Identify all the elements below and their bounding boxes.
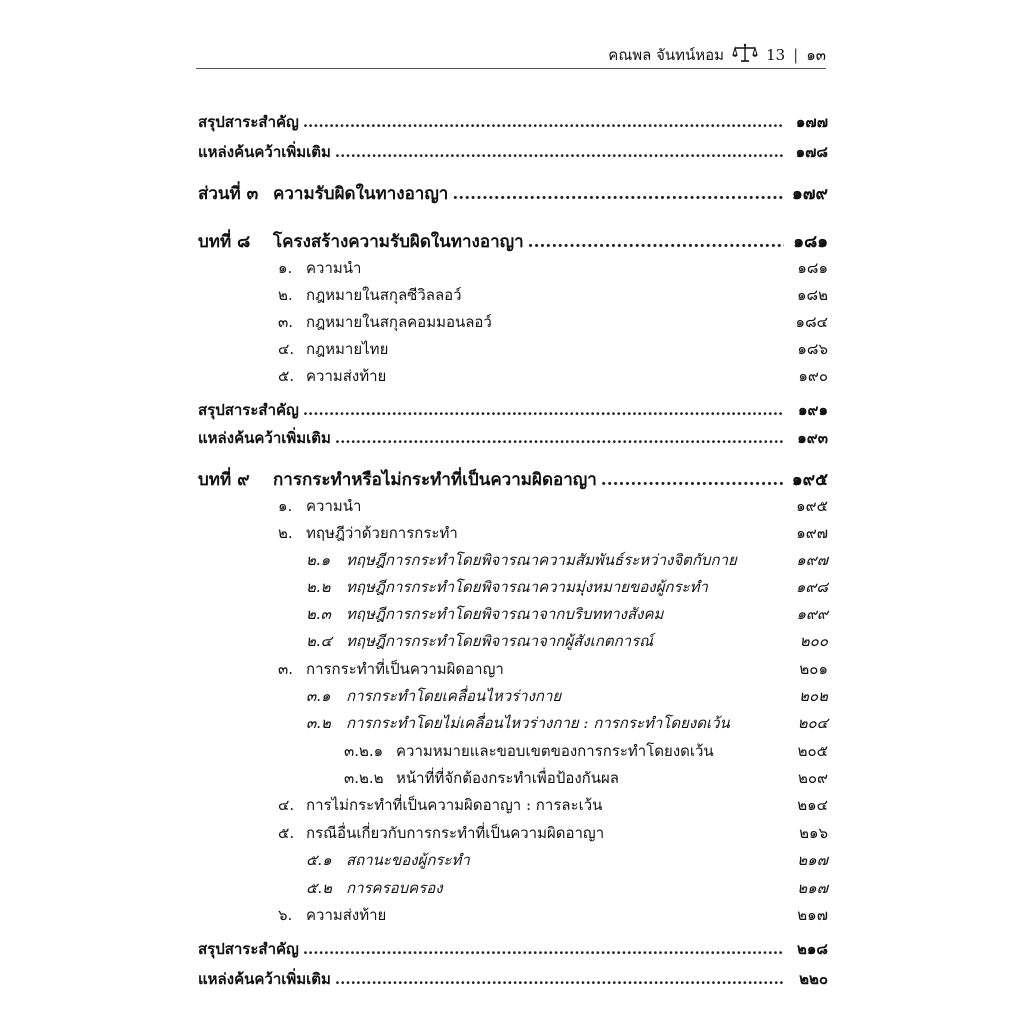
toc-entry-title: สรุปสาระสำคัญ xyxy=(198,940,299,958)
toc-entry-title: แหล่งค้นคว้าเพิ่มเติม xyxy=(198,429,331,447)
toc-entry-number: ๕. xyxy=(278,824,295,842)
toc-entry xyxy=(198,283,828,307)
header-rule xyxy=(196,68,826,69)
toc-entry-title: การกระทำที่เป็นความผิดอาญา xyxy=(306,660,504,678)
toc-entry-number: ๓.๒ xyxy=(306,714,331,732)
header-separator: | xyxy=(793,46,799,64)
toc-entry-number: ๒. xyxy=(278,286,293,304)
toc-entry-page: ๑๘๒ xyxy=(797,286,828,304)
toc-entry-page: ๒๑๗ xyxy=(797,879,828,897)
toc-entry-title: ความหมายและขอบเขตของการกระทำโดยงดเว้น xyxy=(396,742,714,760)
toc-entry-number: ๕.๒ xyxy=(306,879,333,897)
toc-entry-title: การกระทำหรือไม่กระทำที่เป็นความผิดอาญา xyxy=(273,470,597,490)
toc-entry xyxy=(198,140,828,164)
toc-entry-page: ๑๙๗ xyxy=(796,524,828,542)
toc-entry xyxy=(198,821,828,845)
dot-leader xyxy=(335,429,784,447)
toc-entry-number: ๔. xyxy=(278,340,295,358)
toc-entry xyxy=(198,766,828,790)
toc-entry-number: ๒.๓ xyxy=(306,605,331,623)
toc-entry-number: ๓.๒.๒ xyxy=(344,769,384,787)
toc-entry-title: การกระทำโดยเคลื่อนไหวร่างกาย xyxy=(346,687,562,705)
toc-entry-page: ๒๒๐ xyxy=(799,970,828,988)
toc-entry-title: กฎหมายในสกุลซีวิลลอว์ xyxy=(306,286,462,304)
toc-entry-title: การกระทำโดยไม่เคลื่อนไหวร่างกาย : การกระทำโดยงดเว้น xyxy=(346,714,730,732)
toc-entry-title: ความนำ xyxy=(306,497,362,515)
header-author: คณพล จันทน์หอม xyxy=(608,46,725,64)
toc-entry-number: ๕. xyxy=(278,367,295,385)
toc-entry xyxy=(198,937,828,961)
toc-entry xyxy=(198,793,828,817)
toc-entry-number: ๓. xyxy=(278,313,294,331)
toc-entry xyxy=(198,657,828,681)
toc-entry-title: สรุปสาระสำคัญ xyxy=(198,401,299,419)
toc-entry xyxy=(198,110,828,134)
toc-entry-number: บทที่ ๘ xyxy=(198,232,251,252)
toc-entry-number: ๒.๔ xyxy=(306,632,333,650)
toc-entry-page: ๒๐๒ xyxy=(799,687,828,705)
toc-entry xyxy=(198,575,828,599)
toc-entry xyxy=(198,337,828,361)
toc-entry-page: ๒๑๗ xyxy=(797,906,828,924)
dot-leader xyxy=(303,401,784,419)
dot-leader xyxy=(452,184,784,204)
toc-entry-title: ทฤษฎีว่าด้วยการกระทำ xyxy=(306,524,458,542)
toc-entry-page: ๑๙๕ xyxy=(796,497,828,515)
toc-entry-page: ๑๙๓ xyxy=(797,429,828,447)
toc-entry-page: ๑๙๗ xyxy=(796,551,828,569)
toc-entry-title: ทฤษฎีการกระทำโดยพิจารณาจากผู้สังเกตการณ์ xyxy=(346,632,654,650)
dot-leader xyxy=(303,113,784,131)
toc-entry-number: บทที่ ๙ xyxy=(198,470,250,490)
dot-leader xyxy=(528,232,784,252)
toc-entry-page: ๑๘๖ xyxy=(797,340,828,358)
toc-entry-page: ๑๙๘ xyxy=(795,578,828,596)
toc-entry-title: ความส่งท้าย xyxy=(306,367,387,385)
toc-entry-title: กฎหมายในสกุลคอมมอนลอว์ xyxy=(306,313,492,331)
toc-entry-title: สถานะของผู้กระทำ xyxy=(346,851,470,869)
toc-entry-page: ๑๗๘ xyxy=(795,143,828,161)
dot-leader xyxy=(303,940,784,958)
toc-entry-title: ทฤษฎีการกระทำโดยพิจารณาความมุ่งหมายของผู้กระทำ xyxy=(346,578,708,596)
toc-entry-number: ๕.๑ xyxy=(306,851,332,869)
toc-entry-title: แหล่งค้นคว้าเพิ่มเติม xyxy=(198,970,331,988)
toc-entry xyxy=(198,228,828,252)
toc-entry-number: ๓. xyxy=(278,660,294,678)
dot-leader xyxy=(601,470,784,490)
toc-entry-page: ๑๙๕ xyxy=(791,470,828,490)
toc-entry xyxy=(198,876,828,900)
toc-entry-page: ๑๗๗ xyxy=(795,113,828,131)
toc-entry-page: ๒๐๑ xyxy=(799,660,828,678)
toc-entry-title: การไม่กระทำที่เป็นความผิดอาญา : การละเว้น xyxy=(306,796,603,814)
toc-entry-page: ๑๘๑ xyxy=(793,232,828,252)
toc-entry xyxy=(198,398,828,422)
toc-entry-title: สรุปสาระสำคัญ xyxy=(198,113,299,131)
dot-leader xyxy=(335,143,784,161)
toc-entry xyxy=(198,256,828,280)
toc-entry-title: ทฤษฎีการกระทำโดยพิจารณาจากบริบททางสังคม xyxy=(346,605,664,623)
toc-entry-title: กฎหมายไทย xyxy=(306,340,389,358)
toc-entry xyxy=(198,711,828,735)
toc-entry xyxy=(198,602,828,626)
toc-entry-title: หน้าที่ที่จักต้องกระทำเพื่อป้องกันผล xyxy=(396,769,619,787)
scales-of-justice-icon xyxy=(732,43,758,67)
running-header xyxy=(196,44,826,66)
header-page-arabic: 13 xyxy=(766,46,786,64)
toc-entry xyxy=(198,521,828,545)
toc-entry-number: ๑. xyxy=(278,497,293,515)
toc-entry xyxy=(198,466,828,490)
toc-entry-title: แหล่งค้นคว้าเพิ่มเติม xyxy=(198,143,331,161)
toc-entry-title: ความส่งท้าย xyxy=(306,906,387,924)
toc-entry-page: ๒๑๘ xyxy=(797,940,828,958)
toc-entry-page: ๒๐๙ xyxy=(797,769,828,787)
toc-entry-number: ๒. xyxy=(278,524,293,542)
toc-entry-page: ๑๙๐ xyxy=(798,367,828,385)
toc-entry xyxy=(198,310,828,334)
toc-entry-title: ความรับผิดในทางอาญา xyxy=(273,184,449,204)
toc-entry-title: โครงสร้างความรับผิดในทางอาญา xyxy=(273,232,524,252)
dot-leader xyxy=(335,970,784,988)
toc-entry xyxy=(198,494,828,518)
toc-entry xyxy=(198,629,828,653)
toc-entry xyxy=(198,684,828,708)
toc-entry-page: ๑๘๑ xyxy=(797,259,828,277)
toc-entry-page: ๒๑๔ xyxy=(797,796,828,814)
toc-entry-number: ๒.๒ xyxy=(306,578,331,596)
toc-entry-page: ๑๙๙ xyxy=(796,605,828,623)
toc-entry-page: ๑๘๔ xyxy=(795,313,828,331)
toc-entry-page: ๒๐๔ xyxy=(797,714,828,732)
toc-entry-page: ๒๑๗ xyxy=(797,851,828,869)
toc-entry-title: การครอบครอง xyxy=(346,879,443,897)
toc-entry-number: ส่วนที่ ๓ xyxy=(198,184,259,204)
toc-entry xyxy=(198,903,828,927)
toc-entry-title: ทฤษฎีการกระทำโดยพิจารณาความสัมพันธ์ระหว่างจิตกับกาย xyxy=(346,551,737,569)
toc-entry xyxy=(198,548,828,572)
toc-entry-number: ๔. xyxy=(278,796,295,814)
toc-entry-number: ๖. xyxy=(278,906,293,924)
toc-entry xyxy=(198,364,828,388)
toc-entry-page: ๒๐๐ xyxy=(799,632,828,650)
toc-entry-number: ๒.๑ xyxy=(306,551,331,569)
toc-entry xyxy=(198,180,828,204)
toc-entry-title: ความนำ xyxy=(306,259,362,277)
toc-entry-page: ๒๑๖ xyxy=(799,824,828,842)
toc-entry-title: กรณีอื่นเกี่ยวกับการกระทำที่เป็นความผิดอาญา xyxy=(306,824,605,842)
toc-entry-page: ๒๐๕ xyxy=(797,742,828,760)
toc-entry xyxy=(198,848,828,872)
toc-entry xyxy=(198,739,828,763)
header-page-thai: ๑๓ xyxy=(806,46,826,64)
toc-entry-page: ๑๙๑ xyxy=(797,401,828,419)
toc-entry-number: ๓.๑ xyxy=(306,687,331,705)
toc-entry-number: ๑. xyxy=(278,259,293,277)
toc-entry xyxy=(198,967,828,991)
toc-entry xyxy=(198,426,828,450)
toc-entry-number: ๓.๒.๑ xyxy=(344,742,384,760)
toc-entry-page: ๑๗๙ xyxy=(791,184,828,204)
